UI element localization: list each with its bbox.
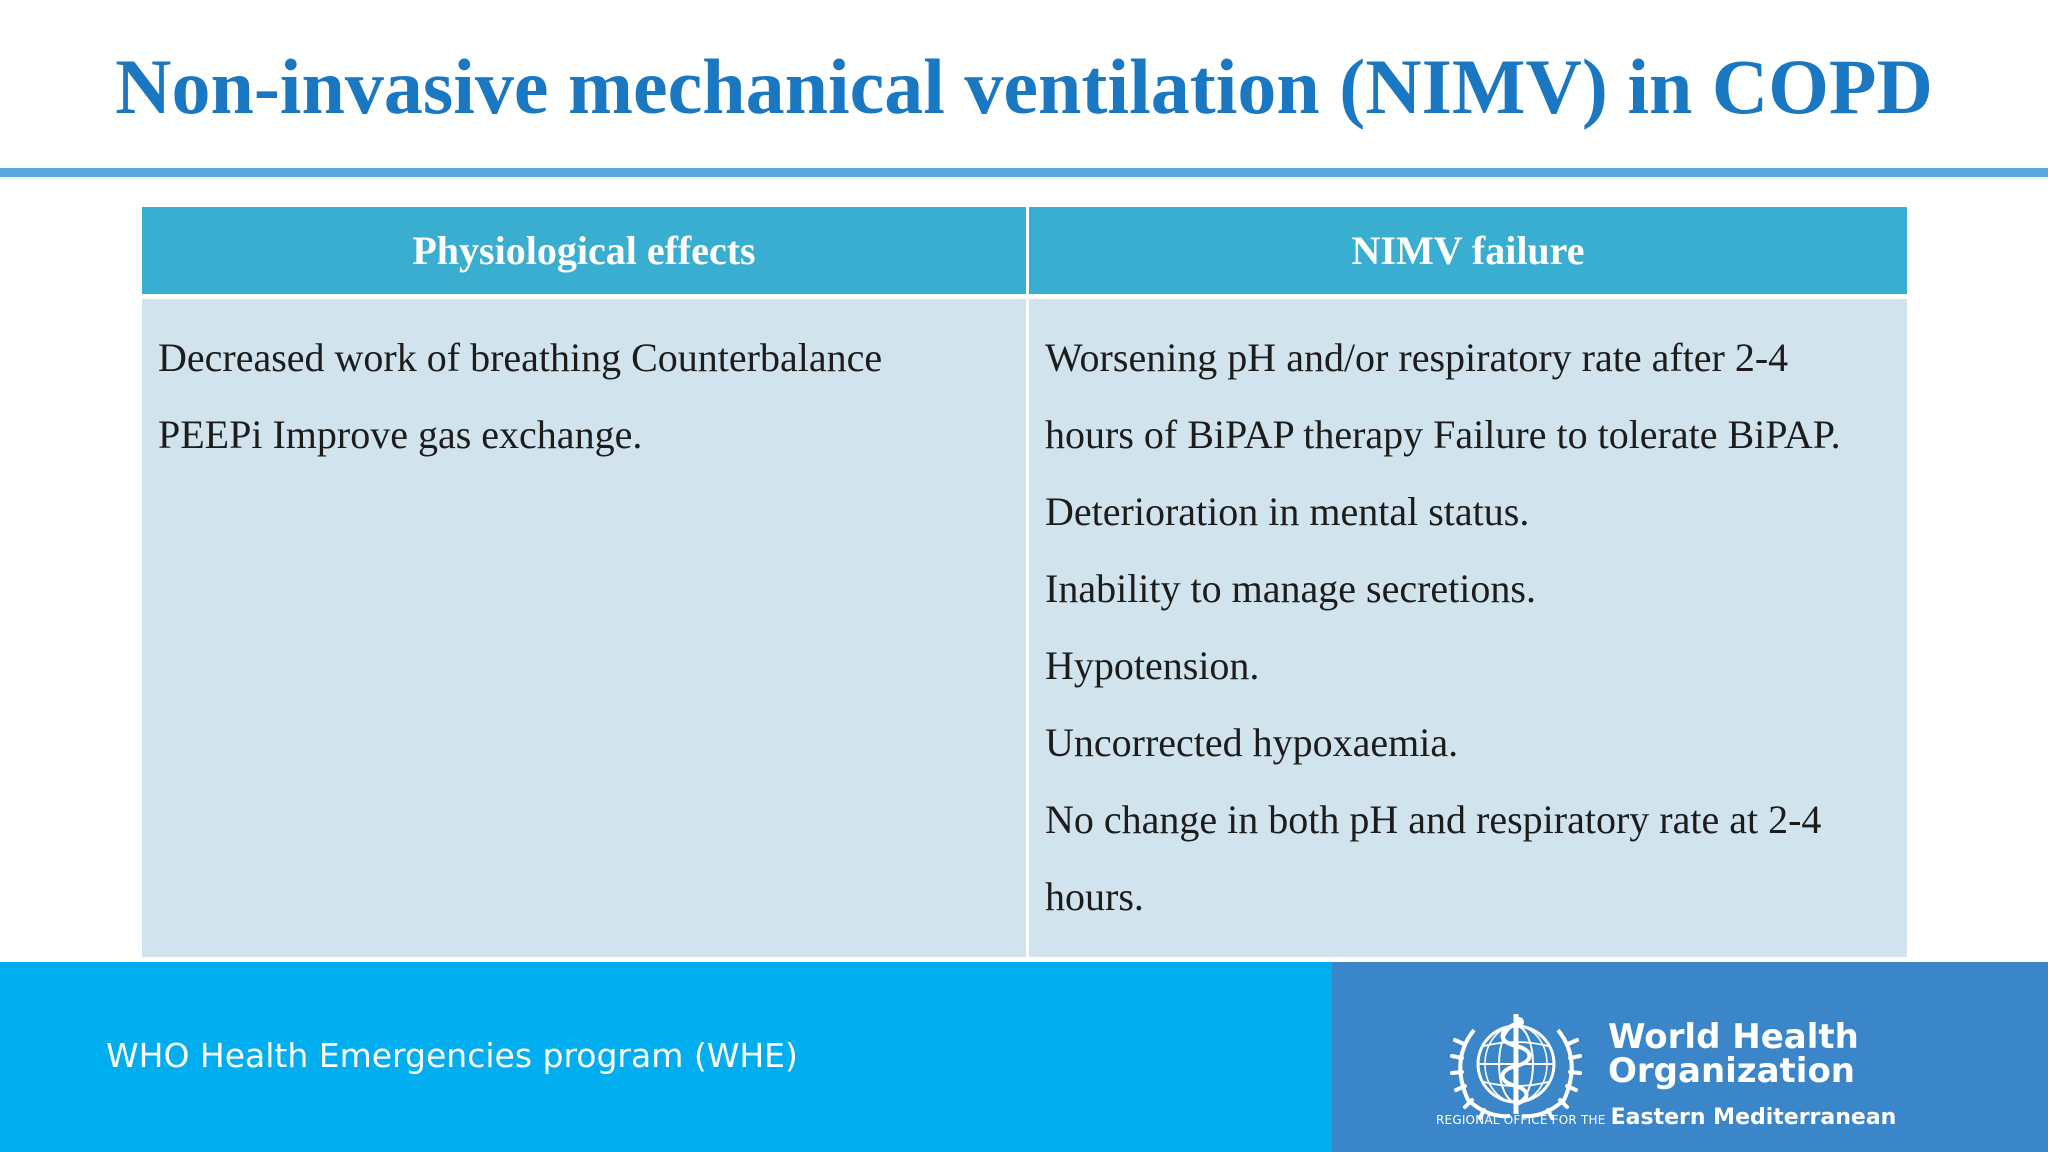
slide-title: Non-invasive mechanical ventilation (NIMV) in COPD: [115, 43, 1933, 130]
header-nimv-failure: NIMV failure: [1028, 207, 1908, 297]
regional-office-name: Eastern Mediterranean: [1610, 1105, 1897, 1130]
regional-office-prefix: REGIONAL OFFICE FOR THE: [1436, 1113, 1606, 1127]
footer-program-text: WHO Health Emergencies program (WHE): [106, 1036, 798, 1075]
physiological-effects-cell: [142, 297, 1028, 958]
cell-text-line: hours.: [1045, 874, 1144, 919]
cell-text-line: Deterioration in mental status.: [1045, 489, 1530, 534]
cell-text-line: Hypotension.: [1045, 643, 1260, 688]
who-regional-office: [1436, 1105, 1896, 1130]
nimv-failure-cell: [1028, 297, 1908, 958]
who-name-line: World Health: [1608, 1017, 1859, 1057]
cell-text-line: Worsening pH and/or respiratory rate after 2-4: [1045, 335, 1789, 380]
who-org-name: [1608, 1017, 1859, 1091]
header-physiological-effects: Physiological effects: [142, 207, 1028, 297]
cell-text-line: Decreased work of breathing Counterbalance: [158, 335, 883, 380]
cell-text-line: Inability to manage secretions.: [1045, 566, 1536, 611]
cell-text-line: hours of BiPAP therapy Failure to tolerate BiPAP.: [1045, 412, 1841, 457]
content-table: [142, 207, 1907, 957]
title-divider: [0, 168, 2048, 177]
cell-text-line: Uncorrected hypoxaemia.: [1045, 720, 1459, 765]
table-header-row: [142, 207, 1907, 297]
cell-text-line: PEEPi Improve gas exchange.: [158, 412, 643, 457]
table-row: [142, 297, 1907, 958]
cell-text-line: No change in both pH and respiratory rate at 2-4: [1045, 797, 1822, 842]
who-name-line: Organization: [1608, 1051, 1856, 1091]
